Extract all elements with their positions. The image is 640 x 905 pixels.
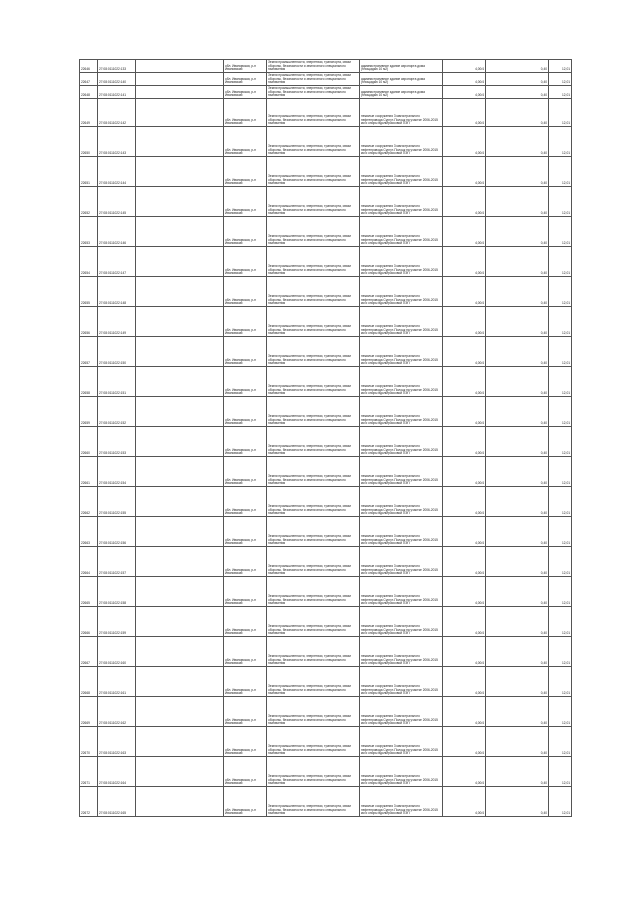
tax-rate-cell: 0,40 bbox=[486, 457, 549, 487]
table-row bbox=[80, 607, 572, 637]
row-number: 22654 bbox=[80, 247, 98, 277]
tax-amount-cell: 12,01 bbox=[549, 727, 572, 757]
cadastral-number: 27:08:0111022:145 bbox=[98, 187, 136, 217]
tax-rate-cell: 0,40 bbox=[486, 397, 549, 427]
cadastral-number: 27:08:0111022:163 bbox=[98, 727, 136, 757]
permitted-use-cell: нежилые сооружения 3 магистрального нефтепровода Сургут-Полоцк на участке 2006-2015 км и опоры вдольтрассовой ЛЭП bbox=[360, 307, 443, 337]
address-cell: обл. Ивановская, р-н Ивановский bbox=[224, 127, 267, 157]
address-cell: обл. Ивановская, р-н Ивановский bbox=[224, 547, 267, 577]
land-category-cell: Земли промышленности, энергетики, транспорта, связи обороны, безопасности и земли иного специального назначения bbox=[267, 337, 360, 367]
cadastral-number: 27:08:0111022:143 bbox=[98, 127, 136, 157]
cadastral-number: 27:08:0111022:151 bbox=[98, 367, 136, 397]
area-share-cell: 4,00/4 bbox=[443, 457, 486, 487]
land-category-cell: Земли промышленности, энергетики, транспорта, связи обороны, безопасности и земли иного специального назначения bbox=[267, 73, 360, 86]
tax-rate-cell: 0,40 bbox=[486, 607, 549, 637]
table-row bbox=[80, 457, 572, 487]
area-share-cell: 4,00/4 bbox=[443, 307, 486, 337]
cadastral-number: 27:08:0111022:149 bbox=[98, 307, 136, 337]
tax-amount-cell: 12,01 bbox=[549, 637, 572, 667]
tax-rate-cell: 0,40 bbox=[486, 60, 549, 73]
tax-rate-cell: 0,40 bbox=[486, 637, 549, 667]
area-share-cell: 4,00/4 bbox=[443, 337, 486, 367]
table-row bbox=[80, 337, 572, 367]
tax-amount-cell: 12,01 bbox=[549, 607, 572, 637]
tax-amount-cell: 12,01 bbox=[549, 157, 572, 187]
address-cell: обл. Ивановская, р-н Ивановский bbox=[224, 217, 267, 247]
tax-amount-cell: 12,01 bbox=[549, 697, 572, 727]
land-category-cell: Земли промышленности, энергетики, транспорта, связи обороны, безопасности и земли иного специального назначения bbox=[267, 547, 360, 577]
land-category-cell: Земли промышленности, энергетики, транспорта, связи обороны, безопасности и земли иного специального назначения bbox=[267, 667, 360, 697]
empty-cell bbox=[136, 517, 224, 547]
table-row bbox=[80, 367, 572, 397]
land-register-table bbox=[79, 59, 572, 817]
area-share-cell: 4,00/4 bbox=[443, 697, 486, 727]
address-cell: обл. Ивановская, р-н Ивановский bbox=[224, 157, 267, 187]
area-share-cell: 4,00/4 bbox=[443, 367, 486, 397]
empty-cell bbox=[136, 727, 224, 757]
permitted-use-cell: нежилые сооружения 3 магистрального нефтепровода Сургут-Полоцк на участке 2006-2015 км и опоры вдольтрассовой ЛЭП bbox=[360, 157, 443, 187]
area-share-cell: 4,00/4 bbox=[443, 60, 486, 73]
address-cell: обл. Ивановская, р-н Ивановский bbox=[224, 307, 267, 337]
table-row bbox=[80, 127, 572, 157]
empty-cell bbox=[136, 187, 224, 217]
area-share-cell: 4,00/4 bbox=[443, 637, 486, 667]
cadastral-number: 27:08:0111022:147 bbox=[98, 247, 136, 277]
row-number: 22663 bbox=[80, 517, 98, 547]
cadastral-number: 27:08:0111022:142 bbox=[98, 99, 136, 127]
empty-cell bbox=[136, 127, 224, 157]
register-page bbox=[79, 59, 571, 830]
table-row bbox=[80, 217, 572, 247]
cadastral-number: 27:08:0111022:160 bbox=[98, 637, 136, 667]
row-number: 22661 bbox=[80, 457, 98, 487]
tax-amount-cell: 12,01 bbox=[549, 787, 572, 817]
tax-amount-cell: 12,01 bbox=[549, 277, 572, 307]
area-share-cell: 4,00/4 bbox=[443, 577, 486, 607]
area-share-cell: 4,00/4 bbox=[443, 277, 486, 307]
permitted-use-cell: нежилые сооружения 3 магистрального нефтепровода Сургут-Полоцк на участке 2006-2015 км и опоры вдольтрассовой ЛЭП bbox=[360, 667, 443, 697]
tax-rate-cell: 0,40 bbox=[486, 187, 549, 217]
empty-cell bbox=[136, 247, 224, 277]
cadastral-number: 27:08:0111022:146 bbox=[98, 217, 136, 247]
table-row bbox=[80, 397, 572, 427]
table-row bbox=[80, 187, 572, 217]
tax-amount-cell: 12,01 bbox=[549, 367, 572, 397]
table-row bbox=[80, 547, 572, 577]
cadastral-number: 27:08:0111022:159 bbox=[98, 607, 136, 637]
tax-rate-cell: 0,40 bbox=[486, 307, 549, 337]
permitted-use-cell: нежилые сооружения 3 магистрального нефтепровода Сургут-Полоцк на участке 2006-2015 км и опоры вдольтрассовой ЛЭП bbox=[360, 427, 443, 457]
permitted-use-cell: нежилые сооружения 3 магистрального нефтепровода Сургут-Полоцк на участке 2006-2015 км и опоры вдольтрассовой ЛЭП bbox=[360, 547, 443, 577]
empty-cell bbox=[136, 637, 224, 667]
tax-amount-cell: 12,01 bbox=[549, 757, 572, 787]
land-category-cell: Земли промышленности, энергетики, транспорта, связи обороны, безопасности и земли иного специального назначения bbox=[267, 307, 360, 337]
tax-amount-cell: 12,01 bbox=[549, 577, 572, 607]
permitted-use-cell: нежилые сооружения 3 магистрального нефтепровода Сургут-Полоцк на участке 2006-2015 км и опоры вдольтрассовой ЛЭП bbox=[360, 127, 443, 157]
permitted-use-cell: нежилые сооружения 3 магистрального нефтепровода Сургут-Полоцк на участке 2006-2015 км и опоры вдольтрассовой ЛЭП bbox=[360, 277, 443, 307]
permitted-use-cell: нежилые сооружения 3 магистрального нефтепровода Сургут-Полоцк на участке 2006-2015 км и опоры вдольтрассовой ЛЭП bbox=[360, 487, 443, 517]
cadastral-number: 27:08:0111022:165 bbox=[98, 787, 136, 817]
address-cell: обл. Ивановская, р-н Ивановский bbox=[224, 487, 267, 517]
area-share-cell: 4,00/4 bbox=[443, 607, 486, 637]
area-share-cell: 4,00/4 bbox=[443, 487, 486, 517]
table-row bbox=[80, 667, 572, 697]
address-cell: обл. Ивановская, р-н Ивановский bbox=[224, 60, 267, 73]
tax-rate-cell: 0,40 bbox=[486, 217, 549, 247]
tax-rate-cell: 0,40 bbox=[486, 667, 549, 697]
address-cell: обл. Ивановская, р-н Ивановский bbox=[224, 367, 267, 397]
empty-cell bbox=[136, 577, 224, 607]
area-share-cell: 4,00/4 bbox=[443, 73, 486, 86]
permitted-use-cell: нежилые сооружения 3 магистрального нефтепровода Сургут-Полоцк на участке 2006-2015 км и опоры вдольтрассовой ЛЭП bbox=[360, 577, 443, 607]
table-row bbox=[80, 157, 572, 187]
table-row bbox=[80, 577, 572, 607]
tax-amount-cell: 12,01 bbox=[549, 73, 572, 86]
row-number: 22652 bbox=[80, 187, 98, 217]
empty-cell bbox=[136, 99, 224, 127]
permitted-use-cell: административное здание аэропорта дома (площадью 10 м2) bbox=[360, 86, 443, 99]
cadastral-number: 27:08:0111022:158 bbox=[98, 577, 136, 607]
tax-rate-cell: 0,40 bbox=[486, 86, 549, 99]
row-number: 22653 bbox=[80, 217, 98, 247]
land-category-cell: Земли промышленности, энергетики, транспорта, связи обороны, безопасности и земли иного специального назначения bbox=[267, 277, 360, 307]
permitted-use-cell: нежилые сооружения 3 магистрального нефтепровода Сургут-Полоцк на участке 2006-2015 км и опоры вдольтрассовой ЛЭП bbox=[360, 247, 443, 277]
tax-rate-cell: 0,40 bbox=[486, 517, 549, 547]
land-category-cell: Земли промышленности, энергетики, транспорта, связи обороны, безопасности и земли иного специального назначения bbox=[267, 99, 360, 127]
address-cell: обл. Ивановская, р-н Ивановский bbox=[224, 757, 267, 787]
row-number: 22667 bbox=[80, 637, 98, 667]
area-share-cell: 4,00/4 bbox=[443, 127, 486, 157]
table-row bbox=[80, 60, 572, 73]
cadastral-number: 27:08:0111022:150 bbox=[98, 337, 136, 367]
tax-amount-cell: 12,01 bbox=[549, 457, 572, 487]
row-number: 22671 bbox=[80, 757, 98, 787]
empty-cell bbox=[136, 607, 224, 637]
empty-cell bbox=[136, 367, 224, 397]
table-row bbox=[80, 307, 572, 337]
address-cell: обл. Ивановская, р-н Ивановский bbox=[224, 517, 267, 547]
address-cell: обл. Ивановская, р-н Ивановский bbox=[224, 337, 267, 367]
address-cell: обл. Ивановская, р-н Ивановский bbox=[224, 397, 267, 427]
tax-rate-cell: 0,40 bbox=[486, 487, 549, 517]
empty-cell bbox=[136, 217, 224, 247]
area-share-cell: 4,00/4 bbox=[443, 547, 486, 577]
row-number: 22649 bbox=[80, 99, 98, 127]
empty-cell bbox=[136, 307, 224, 337]
tax-amount-cell: 12,01 bbox=[549, 427, 572, 457]
row-number: 22666 bbox=[80, 607, 98, 637]
area-share-cell: 4,00/4 bbox=[443, 727, 486, 757]
tax-rate-cell: 0,40 bbox=[486, 757, 549, 787]
tax-rate-cell: 0,40 bbox=[486, 73, 549, 86]
cadastral-number: 27:08:0111022:152 bbox=[98, 397, 136, 427]
empty-cell bbox=[136, 547, 224, 577]
tax-amount-cell: 12,01 bbox=[549, 487, 572, 517]
area-share-cell: 4,00/4 bbox=[443, 757, 486, 787]
empty-cell bbox=[136, 60, 224, 73]
tax-rate-cell: 0,40 bbox=[486, 247, 549, 277]
tax-rate-cell: 0,40 bbox=[486, 727, 549, 757]
land-category-cell: Земли промышленности, энергетики, транспорта, связи обороны, безопасности и земли иного специального назначения bbox=[267, 607, 360, 637]
table-row bbox=[80, 73, 572, 86]
cadastral-number: 27:08:0111022:157 bbox=[98, 547, 136, 577]
tax-rate-cell: 0,40 bbox=[486, 337, 549, 367]
cadastral-number: 27:08:0111022:164 bbox=[98, 757, 136, 787]
row-number: 22668 bbox=[80, 667, 98, 697]
area-share-cell: 4,00/4 bbox=[443, 517, 486, 547]
empty-cell bbox=[136, 787, 224, 817]
permitted-use-cell: административное здание аэропорта дома (площадью 10 м2) bbox=[360, 73, 443, 86]
tax-amount-cell: 12,01 bbox=[549, 517, 572, 547]
permitted-use-cell: нежилые сооружения 3 магистрального нефтепровода Сургут-Полоцк на участке 2006-2015 км и опоры вдольтрассовой ЛЭП bbox=[360, 697, 443, 727]
land-category-cell: Земли промышленности, энергетики, транспорта, связи обороны, безопасности и земли иного специального назначения bbox=[267, 457, 360, 487]
land-category-cell: Земли промышленности, энергетики, транспорта, связи обороны, безопасности и земли иного специального назначения bbox=[267, 217, 360, 247]
table-row bbox=[80, 757, 572, 787]
tax-amount-cell: 12,01 bbox=[549, 60, 572, 73]
tax-amount-cell: 12,01 bbox=[549, 307, 572, 337]
row-number: 22650 bbox=[80, 127, 98, 157]
table-row bbox=[80, 427, 572, 457]
tax-amount-cell: 12,01 bbox=[549, 99, 572, 127]
row-number: 22669 bbox=[80, 697, 98, 727]
empty-cell bbox=[136, 157, 224, 187]
table-row bbox=[80, 247, 572, 277]
row-number: 22659 bbox=[80, 397, 98, 427]
permitted-use-cell: нежилые сооружения 3 магистрального нефтепровода Сургут-Полоцк на участке 2006-2015 км и опоры вдольтрассовой ЛЭП bbox=[360, 757, 443, 787]
table-row bbox=[80, 727, 572, 757]
empty-cell bbox=[136, 427, 224, 457]
permitted-use-cell: нежилые сооружения 3 магистрального нефтепровода Сургут-Полоцк на участке 2006-2015 км и опоры вдольтрассовой ЛЭП bbox=[360, 607, 443, 637]
row-number: 22672 bbox=[80, 787, 98, 817]
cadastral-number: 27:08:0111022:140 bbox=[98, 73, 136, 86]
area-share-cell: 4,00/4 bbox=[443, 157, 486, 187]
empty-cell bbox=[136, 337, 224, 367]
empty-cell bbox=[136, 277, 224, 307]
land-category-cell: Земли промышленности, энергетики, транспорта, связи обороны, безопасности и земли иного специального назначения bbox=[267, 787, 360, 817]
row-number: 22655 bbox=[80, 277, 98, 307]
land-category-cell: Земли промышленности, энергетики, транспорта, связи обороны, безопасности и земли иного специального назначения bbox=[267, 187, 360, 217]
address-cell: обл. Ивановская, р-н Ивановский bbox=[224, 697, 267, 727]
row-number: 22660 bbox=[80, 427, 98, 457]
address-cell: обл. Ивановская, р-н Ивановский bbox=[224, 73, 267, 86]
cadastral-number: 27:08:0111022:153 bbox=[98, 427, 136, 457]
land-category-cell: Земли промышленности, энергетики, транспорта, связи обороны, безопасности и земли иного специального назначения bbox=[267, 247, 360, 277]
empty-cell bbox=[136, 457, 224, 487]
land-category-cell: Земли промышленности, энергетики, транспорта, связи обороны, безопасности и земли иного специального назначения bbox=[267, 60, 360, 73]
permitted-use-cell: нежилые сооружения 3 магистрального нефтепровода Сургут-Полоцк на участке 2006-2015 км и опоры вдольтрассовой ЛЭП bbox=[360, 367, 443, 397]
address-cell: обл. Ивановская, р-н Ивановский bbox=[224, 187, 267, 217]
land-category-cell: Земли промышленности, энергетики, транспорта, связи обороны, безопасности и земли иного специального назначения bbox=[267, 86, 360, 99]
row-number: 22658 bbox=[80, 367, 98, 397]
tax-rate-cell: 0,40 bbox=[486, 277, 549, 307]
address-cell: обл. Ивановская, р-н Ивановский bbox=[224, 99, 267, 127]
cadastral-number: 27:08:0111022:161 bbox=[98, 667, 136, 697]
permitted-use-cell: нежилые сооружения 3 магистрального нефтепровода Сургут-Полоцк на участке 2006-2015 км и опоры вдольтрассовой ЛЭП bbox=[360, 457, 443, 487]
land-category-cell: Земли промышленности, энергетики, транспорта, связи обороны, безопасности и земли иного специального назначения bbox=[267, 127, 360, 157]
land-category-cell: Земли промышленности, энергетики, транспорта, связи обороны, безопасности и земли иного специального назначения bbox=[267, 637, 360, 667]
address-cell: обл. Ивановская, р-н Ивановский bbox=[224, 607, 267, 637]
tax-rate-cell: 0,40 bbox=[486, 427, 549, 457]
address-cell: обл. Ивановская, р-н Ивановский bbox=[224, 577, 267, 607]
area-share-cell: 4,00/4 bbox=[443, 217, 486, 247]
address-cell: обл. Ивановская, р-н Ивановский bbox=[224, 427, 267, 457]
address-cell: обл. Ивановская, р-н Ивановский bbox=[224, 667, 267, 697]
address-cell: обл. Ивановская, р-н Ивановский bbox=[224, 86, 267, 99]
table-row bbox=[80, 787, 572, 817]
area-share-cell: 4,00/4 bbox=[443, 99, 486, 127]
permitted-use-cell: нежилые сооружения 3 магистрального нефтепровода Сургут-Полоцк на участке 2006-2015 км и опоры вдольтрассовой ЛЭП bbox=[360, 337, 443, 367]
permitted-use-cell: нежилые сооружения 3 магистрального нефтепровода Сургут-Полоцк на участке 2006-2015 км и опоры вдольтрассовой ЛЭП bbox=[360, 637, 443, 667]
cadastral-number: 27:08:0111022:162 bbox=[98, 697, 136, 727]
row-number: 22664 bbox=[80, 547, 98, 577]
empty-cell bbox=[136, 757, 224, 787]
land-category-cell: Земли промышленности, энергетики, транспорта, связи обороны, безопасности и земли иного специального назначения bbox=[267, 577, 360, 607]
tax-rate-cell: 0,40 bbox=[486, 157, 549, 187]
table-row bbox=[80, 637, 572, 667]
table-row bbox=[80, 697, 572, 727]
address-cell: обл. Ивановская, р-н Ивановский bbox=[224, 727, 267, 757]
row-number: 22670 bbox=[80, 727, 98, 757]
tax-amount-cell: 12,01 bbox=[549, 397, 572, 427]
cadastral-number: 27:08:0111022:156 bbox=[98, 517, 136, 547]
tax-amount-cell: 12,01 bbox=[549, 667, 572, 697]
tax-rate-cell: 0,40 bbox=[486, 367, 549, 397]
table-row bbox=[80, 487, 572, 517]
tax-amount-cell: 12,01 bbox=[549, 187, 572, 217]
land-category-cell: Земли промышленности, энергетики, транспорта, связи обороны, безопасности и земли иного специального назначения bbox=[267, 427, 360, 457]
tax-rate-cell: 0,40 bbox=[486, 577, 549, 607]
permitted-use-cell: нежилые сооружения 3 магистрального нефтепровода Сургут-Полоцк на участке 2006-2015 км и опоры вдольтрассовой ЛЭП bbox=[360, 217, 443, 247]
cadastral-number: 27:08:0111022:155 bbox=[98, 487, 136, 517]
cadastral-number: 27:08:0111022:154 bbox=[98, 457, 136, 487]
land-category-cell: Земли промышленности, энергетики, транспорта, связи обороны, безопасности и земли иного специального назначения bbox=[267, 757, 360, 787]
tax-amount-cell: 12,01 bbox=[549, 217, 572, 247]
table-row bbox=[80, 99, 572, 127]
empty-cell bbox=[136, 667, 224, 697]
empty-cell bbox=[136, 397, 224, 427]
address-cell: обл. Ивановская, р-н Ивановский bbox=[224, 637, 267, 667]
tax-rate-cell: 0,40 bbox=[486, 99, 549, 127]
empty-cell bbox=[136, 487, 224, 517]
row-number: 22647 bbox=[80, 73, 98, 86]
tax-amount-cell: 12,01 bbox=[549, 337, 572, 367]
area-share-cell: 4,00/4 bbox=[443, 667, 486, 697]
cadastral-number: 27:08:0111022:133 bbox=[98, 60, 136, 73]
table-row bbox=[80, 86, 572, 99]
tax-rate-cell: 0,40 bbox=[486, 127, 549, 157]
row-number: 22648 bbox=[80, 86, 98, 99]
cadastral-number: 27:08:0111022:144 bbox=[98, 157, 136, 187]
land-category-cell: Земли промышленности, энергетики, транспорта, связи обороны, безопасности и земли иного специального назначения bbox=[267, 697, 360, 727]
land-category-cell: Земли промышленности, энергетики, транспорта, связи обороны, безопасности и земли иного специального назначения bbox=[267, 397, 360, 427]
tax-rate-cell: 0,40 bbox=[486, 547, 549, 577]
address-cell: обл. Ивановская, р-н Ивановский bbox=[224, 277, 267, 307]
row-number: 22657 bbox=[80, 337, 98, 367]
area-share-cell: 4,00/4 bbox=[443, 427, 486, 457]
land-category-cell: Земли промышленности, энергетики, транспорта, связи обороны, безопасности и земли иного специального назначения bbox=[267, 727, 360, 757]
empty-cell bbox=[136, 697, 224, 727]
permitted-use-cell: нежилые сооружения 3 магистрального нефтепровода Сургут-Полоцк на участке 2006-2015 км и опоры вдольтрассовой ЛЭП bbox=[360, 397, 443, 427]
row-number: 22665 bbox=[80, 577, 98, 607]
address-cell: обл. Ивановская, р-н Ивановский bbox=[224, 247, 267, 277]
permitted-use-cell: нежилые сооружения 3 магистрального нефтепровода Сургут-Полоцк на участке 2006-2015 км и опоры вдольтрассовой ЛЭП bbox=[360, 99, 443, 127]
cadastral-number: 27:08:0111022:141 bbox=[98, 86, 136, 99]
permitted-use-cell: нежилые сооружения 3 магистрального нефтепровода Сургут-Полоцк на участке 2006-2015 км и опоры вдольтрассовой ЛЭП bbox=[360, 787, 443, 817]
tax-amount-cell: 12,01 bbox=[549, 547, 572, 577]
permitted-use-cell: нежилые сооружения 3 магистрального нефтепровода Сургут-Полоцк на участке 2006-2015 км и опоры вдольтрассовой ЛЭП bbox=[360, 727, 443, 757]
cadastral-number: 27:08:0111022:148 bbox=[98, 277, 136, 307]
land-category-cell: Земли промышленности, энергетики, транспорта, связи обороны, безопасности и земли иного специального назначения bbox=[267, 157, 360, 187]
row-number: 22656 bbox=[80, 307, 98, 337]
area-share-cell: 4,00/4 bbox=[443, 247, 486, 277]
row-number: 22646 bbox=[80, 60, 98, 73]
empty-cell bbox=[136, 73, 224, 86]
tax-rate-cell: 0,40 bbox=[486, 787, 549, 817]
area-share-cell: 4,00/4 bbox=[443, 787, 486, 817]
tax-amount-cell: 12,01 bbox=[549, 127, 572, 157]
empty-cell bbox=[136, 86, 224, 99]
row-number: 22651 bbox=[80, 157, 98, 187]
address-cell: обл. Ивановская, р-н Ивановский bbox=[224, 787, 267, 817]
area-share-cell: 4,00/4 bbox=[443, 397, 486, 427]
tax-amount-cell: 12,01 bbox=[549, 86, 572, 99]
row-number: 22662 bbox=[80, 487, 98, 517]
address-cell: обл. Ивановская, р-н Ивановский bbox=[224, 457, 267, 487]
permitted-use-cell: нежилые сооружения 3 магистрального нефтепровода Сургут-Полоцк на участке 2006-2015 км и опоры вдольтрассовой ЛЭП bbox=[360, 517, 443, 547]
permitted-use-cell: нежилые сооружения 3 магистрального нефтепровода Сургут-Полоцк на участке 2006-2015 км и опоры вдольтрассовой ЛЭП bbox=[360, 187, 443, 217]
tax-rate-cell: 0,40 bbox=[486, 697, 549, 727]
land-category-cell: Земли промышленности, энергетики, транспорта, связи обороны, безопасности и земли иного специального назначения bbox=[267, 367, 360, 397]
land-category-cell: Земли промышленности, энергетики, транспорта, связи обороны, безопасности и земли иного специального назначения bbox=[267, 517, 360, 547]
permitted-use-cell: административное здание аэропорта дома (площадью 10 м2) bbox=[360, 60, 443, 73]
area-share-cell: 4,00/4 bbox=[443, 187, 486, 217]
table-body bbox=[80, 60, 572, 817]
land-category-cell: Земли промышленности, энергетики, транспорта, связи обороны, безопасности и земли иного специального назначения bbox=[267, 487, 360, 517]
area-share-cell: 4,00/4 bbox=[443, 86, 486, 99]
table-row bbox=[80, 277, 572, 307]
table-row bbox=[80, 517, 572, 547]
tax-amount-cell: 12,01 bbox=[549, 247, 572, 277]
